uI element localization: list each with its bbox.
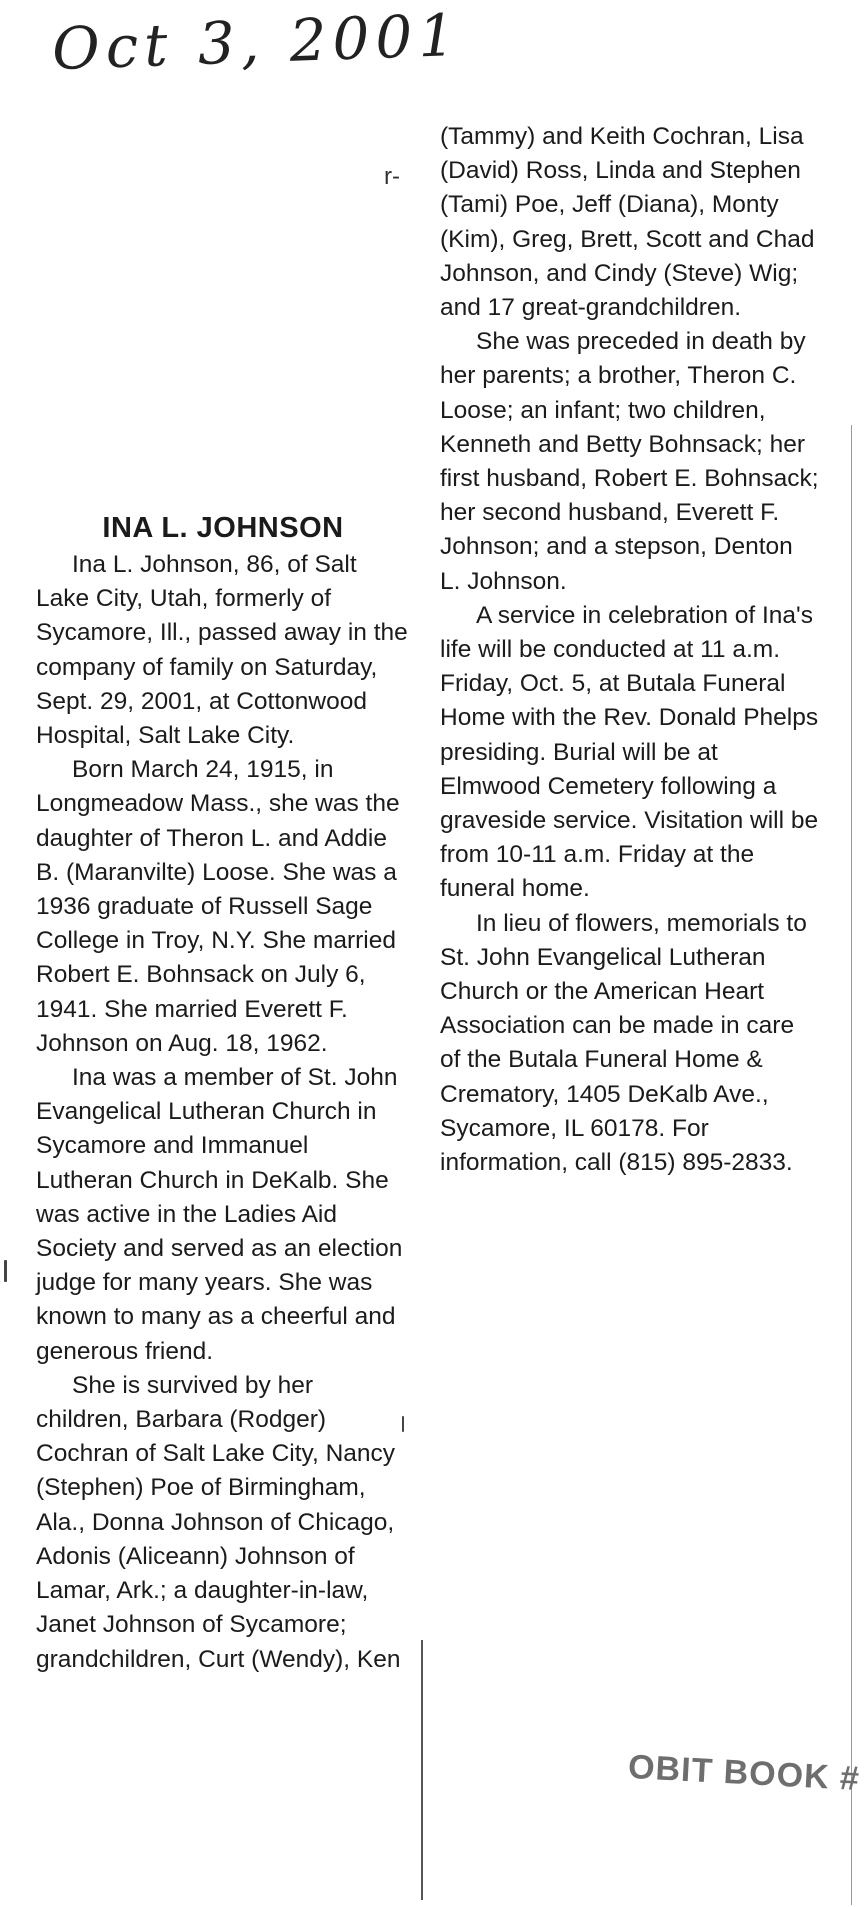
obituary-right-column (440, 120, 820, 1180)
scan-mark (4, 1260, 7, 1282)
stray-text-fragment: r- (384, 163, 400, 190)
paragraph-preceded-in-death: She was preceded in death by her parents; a brother, Theron C. Loose; an infant; two children, Kenneth and Betty Bohnsack; her first husband, Robert E. Bohnsack; her second husband, Everett F. Johnson; and a stepson, Denton L. Johnson. (440, 328, 819, 595)
paragraph-biography: Born March 24, 1915, in Longmeadow Mass., she was the daughter of Theron L. and Addie B. (Maranvilte) Loose. She was a 1936 graduate of Russell Sage College in Troy, N.Y. She married Robert E. Bohnsack on July 6, 1941. She married Everett F. Johnson on Aug. 18, 1962. (36, 756, 400, 1057)
paragraph-survivors-continued: (Tammy) and Keith Cochran, Lisa (David) Ross, Linda and Stephen (Tami) Poe, Jeff (Diana), Monty (Kim), Greg, Brett, Scott and Chad Johnson, and Cindy (Steve) Wig; and 17 great-grandchildren. (440, 123, 815, 322)
paragraph-memberships: Ina was a member of St. John Evangelical Lutheran Church in Sycamore and Immanuel Lutheran Church in DeKalb. She was active in the Ladies Aid Society and served as an election judge for many years. She was known to many as a cheerful and generous friend. (36, 1064, 403, 1365)
clipping-edge-right (851, 425, 852, 1905)
column-divider-left (421, 1640, 423, 1900)
paragraph-survivors: She is survived by her children, Barbara (Rodger) Cochran of Salt Lake City, Nancy (Stephen) Poe of Birmingham, Ala., Donna Johnson of Chicago, Adonis (Aliceann) Johnson of Lamar, Ark.; a daughter-in-law, Janet Johnson of Sycamore; grandchildren, Curt (Wendy), Ken (36, 1371, 401, 1673)
obit-book-stamp: OBIT BOOK # (627, 1747, 861, 1799)
paragraph-memorials: In lieu of flowers, memorials to St. John Evangelical Lutheran Church or the American Heart Association can be made in care of the Butala Funeral Home & Crematory, 1405 DeKalb Ave., Sycamore, IL 60178. For information, call (815) 895-2833. (440, 909, 807, 1177)
obituary-left-column (36, 510, 410, 1677)
handwritten-date: Oct 3, 2001 (50, 0, 463, 84)
obituary-headline: INA L. JOHNSON (102, 512, 344, 544)
paragraph-intro: Ina L. Johnson, 86, of Salt Lake City, Utah, formerly of Sycamore, Ill., passed away in the company of family on Saturday, Sept. 29, 2001, at Cottonwood Hospital, Salt Lake City. (36, 551, 408, 750)
scan-mark (402, 1416, 404, 1432)
paragraph-service: A service in celebration of Ina's life will be conducted at 11 a.m. Friday, Oct. 5, at Butala Funeral Home with the Rev. Donald Phelps presiding. Burial will be at Elmwood Cemetery following a graveside service. Visitation will be from 10-11 a.m. Friday at the funeral home. (440, 601, 819, 903)
